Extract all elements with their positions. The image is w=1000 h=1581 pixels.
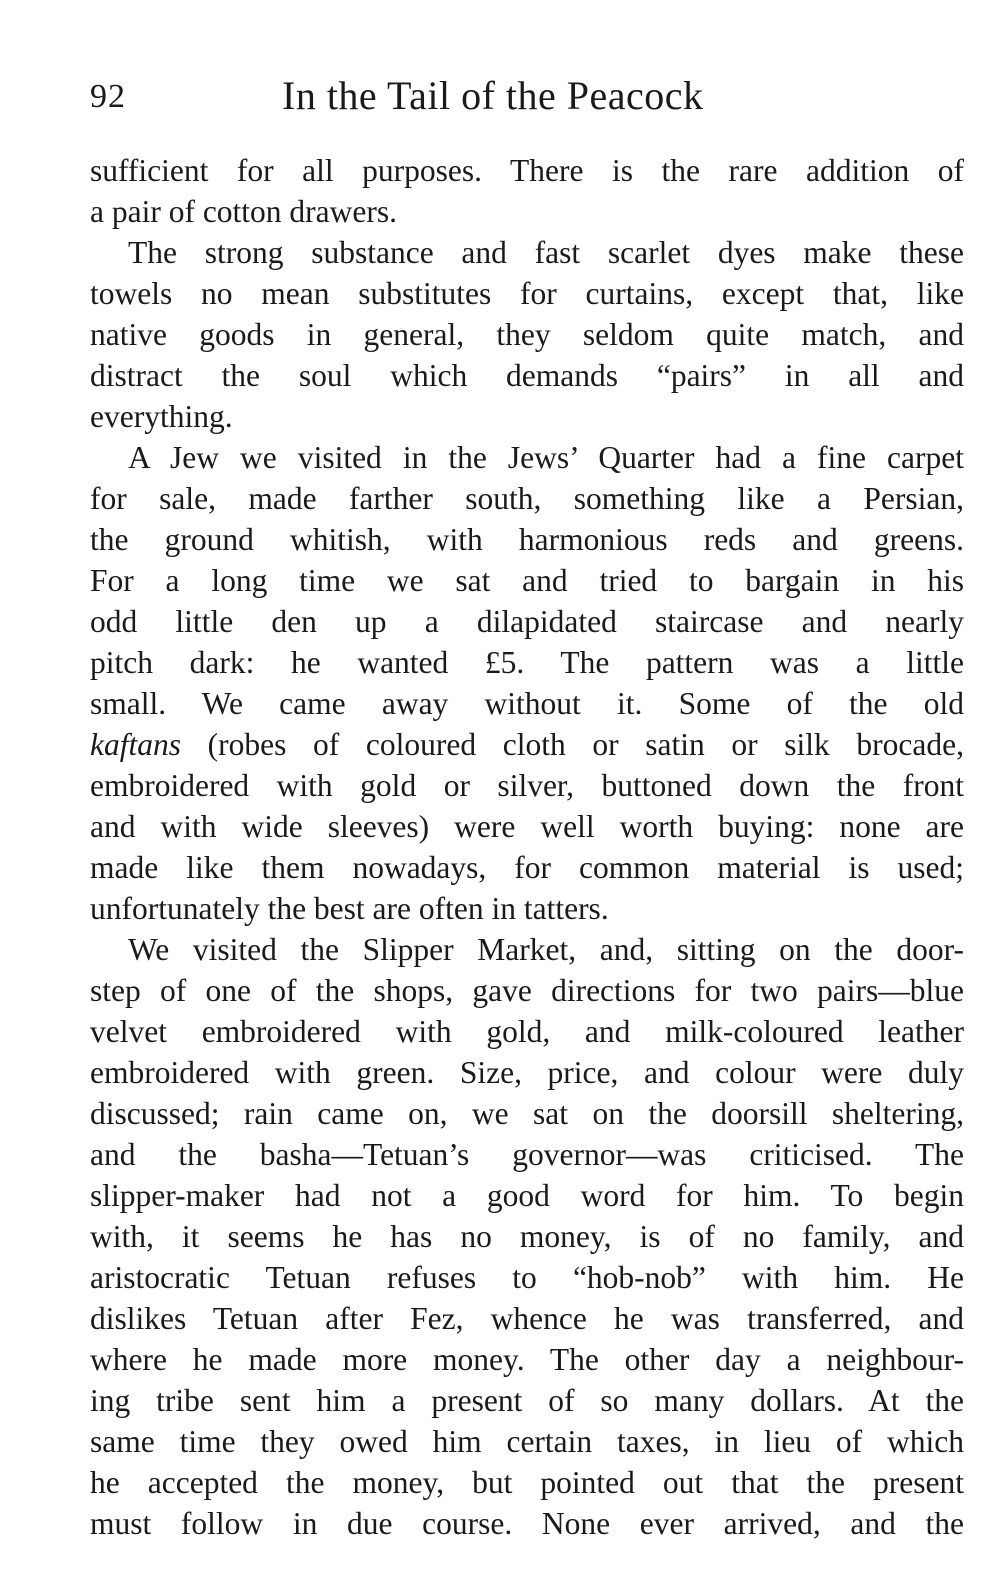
text-line: [90, 1257, 964, 1298]
text-line: [90, 1380, 964, 1421]
line-text: everything.: [90, 399, 233, 434]
text-line: [90, 150, 964, 191]
text-line: [90, 478, 964, 519]
line-text: where he made more money. The other day a neighbour-: [90, 1342, 964, 1377]
text-line: [90, 1134, 964, 1175]
book-title: In the Tail of the Peacock: [282, 73, 704, 118]
line-text: slipper-maker had not a good word for him. To begin: [90, 1178, 964, 1213]
line-text: and the basha—Tetuan’s governor—was criticised. The: [90, 1137, 964, 1172]
line-text: pitch dark: he wanted £5. The pattern was a little: [90, 645, 964, 680]
text-line: [90, 806, 964, 847]
line-text: towels no mean substitutes for curtains, except that, like: [90, 276, 964, 311]
text-line: [90, 724, 964, 765]
line-text: for sale, made farther south, something like a Persian,: [90, 481, 964, 516]
text-line: [90, 1175, 964, 1216]
text-line: [90, 1011, 964, 1052]
line-text: unfortunately the best are often in tatters.: [90, 891, 609, 926]
line-text: made like them nowadays, for common material is used;: [90, 850, 964, 885]
line-text: must follow in due course. None ever arrived, and the: [90, 1506, 964, 1541]
line-text: A Jew we visited in the Jews’ Quarter had a fine carpet: [128, 440, 964, 475]
text-line: [90, 888, 964, 929]
line-text: aristocratic Tetuan refuses to “hob-nob” with him. He: [90, 1260, 964, 1295]
italic-term: kaftans: [90, 727, 181, 762]
text-line: [90, 970, 964, 1011]
text-line: [90, 642, 964, 683]
text-line: [90, 1052, 964, 1093]
text-line: [90, 314, 964, 355]
text-line: [90, 1216, 964, 1257]
text-line: [90, 1339, 964, 1380]
text-line: [90, 847, 964, 888]
line-text: he accepted the money, but pointed out that the present: [90, 1465, 964, 1500]
text-line: [90, 191, 964, 232]
running-head: [90, 72, 965, 124]
line-text: small. We came away without it. Some of the old: [90, 686, 964, 721]
text-line: [90, 765, 964, 806]
line-text: velvet embroidered with gold, and milk-coloured leather: [90, 1014, 964, 1049]
line-text: (robes of coloured cloth or satin or silk brocade,: [181, 727, 964, 762]
text-line: [90, 601, 964, 642]
text-line: [90, 437, 964, 478]
line-text: The strong substance and fast scarlet dyes make these: [128, 235, 964, 270]
body-text: [90, 150, 964, 1544]
text-line: [90, 1093, 964, 1134]
text-line: [90, 519, 964, 560]
text-line: [90, 355, 964, 396]
line-text: native goods in general, they seldom quite match, and: [90, 317, 964, 352]
page-number: 92: [90, 78, 126, 115]
line-text: sufficient for all purposes. There is the rare addition of: [90, 153, 964, 188]
text-line: [90, 1503, 964, 1544]
line-text: a pair of cotton drawers.: [90, 194, 398, 229]
text-line: [90, 929, 964, 970]
line-text: For a long time we sat and tried to bargain in his: [90, 563, 964, 598]
text-line: [90, 1298, 964, 1339]
line-text: step of one of the shops, gave directions for two pairs—blue: [90, 973, 964, 1008]
line-text: embroidered with green. Size, price, and colour were duly: [90, 1055, 964, 1090]
text-line: [90, 560, 964, 601]
text-line: [90, 232, 964, 273]
line-text: discussed; rain came on, we sat on the doorsill sheltering,: [90, 1096, 964, 1131]
line-text: and with wide sleeves) were well worth buying: none are: [90, 809, 964, 844]
text-line: [90, 273, 964, 314]
text-line: [90, 1421, 964, 1462]
line-text: same time they owed him certain taxes, in lieu of which: [90, 1424, 964, 1459]
text-line: [90, 1462, 964, 1503]
line-text: distract the soul which demands “pairs” in all and: [90, 358, 964, 393]
text-line: [90, 683, 964, 724]
line-text: the ground whitish, with harmonious reds and greens.: [90, 522, 964, 557]
line-text: We visited the Slipper Market, and, sitting on the door-: [128, 932, 964, 967]
line-text: ing tribe sent him a present of so many dollars. At the: [90, 1383, 964, 1418]
line-text: dislikes Tetuan after Fez, whence he was transferred, and: [90, 1301, 964, 1336]
line-text: embroidered with gold or silver, buttoned down the front: [90, 768, 964, 803]
line-text: odd little den up a dilapidated staircase and nearly: [90, 604, 964, 639]
line-text: with, it seems he has no money, is of no family, and: [90, 1219, 964, 1254]
text-line: [90, 396, 964, 437]
